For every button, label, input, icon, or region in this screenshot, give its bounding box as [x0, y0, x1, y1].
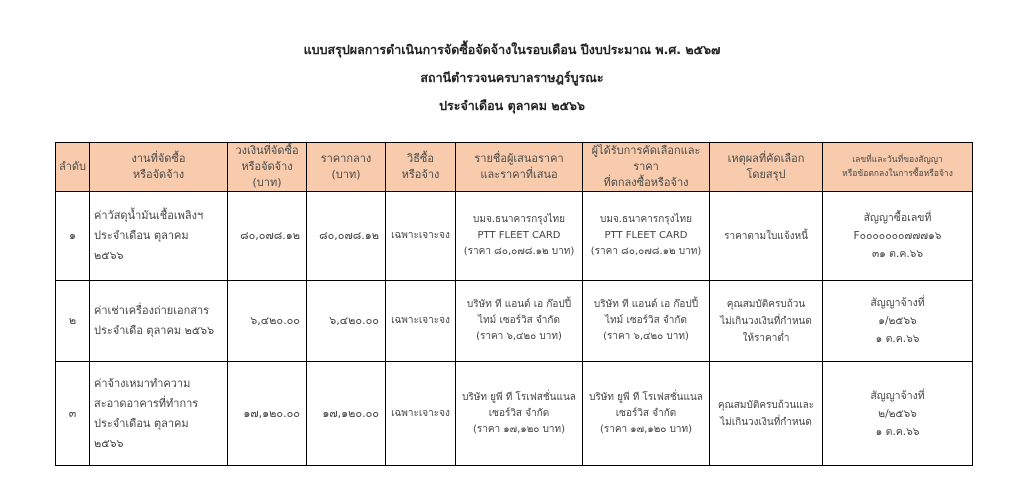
table-row — [56, 362, 973, 466]
winner-cell: บริษัท ยูพี ที โรเฟสชั่นแนล เซอร์วิส จำกัด (ราคา ๑๗,๑๒๐ บาท) — [583, 362, 710, 466]
contract-cell: สัญญาจ้างที่ ๒/๒๕๖๖ ๑ ต.ค.๖๖ — [823, 362, 973, 466]
item-cell: ค่าวัสดุน้ำมันเชื้อเพลิงฯ ประจำเดือน ตุลาคม ๒๕๖๖ — [90, 192, 228, 281]
method-cell: เฉพาะเจาะจง — [386, 281, 456, 362]
bidders-cell: บมจ.ธนาคารกรุงไทย PTT FLEET CARD (ราคา ๘๐,๐๗๘.๑๒ บาท) — [456, 192, 583, 281]
median-price-cell: ๖,๔๒๐.๐๐ — [307, 281, 386, 362]
header-reason: เหตุผลที่คัดเลือก โดยสรุป — [710, 143, 823, 192]
contract-cell: สัญญาซื้อเลขที่ F๐๐๐๐๐๐๐๗๗๗๑๖ ๓๑ ต.ค.๖๖ — [823, 192, 973, 281]
budget-cell: ๖,๔๒๐.๐๐ — [228, 281, 307, 362]
report-period: ประจำเดือน ตุลาคม ๒๕๖๖ — [439, 98, 585, 113]
header-item: งานที่จัดซื้อ หรือจัดจ้าง — [90, 143, 228, 192]
budget-cell: ๑๗,๑๒๐.๐๐ — [228, 362, 307, 466]
bidders-cell: บริษัท ยูพี ที โรเฟสชั่นแนล เซอร์วิส จำกัด (ราคา ๑๗,๑๒๐ บาท) — [456, 362, 583, 466]
report-title: แบบสรุปผลการดำเนินการจัดซื้อจัดจ้างในรอบเดือน ปีงบประมาณ พ.ศ. ๒๕๖๗ — [303, 42, 721, 57]
table-header-row — [56, 143, 973, 192]
bidders-cell: บริษัท ที แอนด์ เอ ก๊อปปี้ ไทม์ เซอร์วิส จำกัด (ราคา ๖,๔๒๐ บาท) — [456, 281, 583, 362]
row-number: ๓ — [56, 362, 90, 466]
header-median-price: ราคากลาง (บาท) — [307, 143, 386, 192]
reason-cell: คุณสมบัติครบถ้วนและ ไม่เกินวงเงินที่กำหนด — [710, 362, 823, 466]
report-titles — [0, 40, 1024, 124]
header-contract: เลขที่และวันที่ของสัญญา หรือข้อตกลงในการซื้อหรือจ้าง — [823, 143, 973, 192]
reason-cell: คุณสมบัติครบถ้วน ไม่เกินวงเงินที่กำหนด ให้ราคาต่ำ — [710, 281, 823, 362]
median-price-cell: ๑๗,๑๒๐.๐๐ — [307, 362, 386, 466]
row-number: ๑ — [56, 192, 90, 281]
header-budget: วงเงินที่จัดซื้อ หรือจัดจ้าง (บาท) — [228, 143, 307, 192]
budget-cell: ๘๐,๐๗๘.๑๒ — [228, 192, 307, 281]
table-row — [56, 281, 973, 362]
method-cell: เฉพาะเจาะจง — [386, 362, 456, 466]
header-bidders: รายชื่อผู้เสนอราคา และราคาที่เสนอ — [456, 143, 583, 192]
header-method: วิธีซื้อ หรือจ้าง — [386, 143, 456, 192]
method-cell: เฉพาะเจาะจง — [386, 192, 456, 281]
winner-cell: บมจ.ธนาคารกรุงไทย PTT FLEET CARD (ราคา ๘๐,๐๗๘.๑๒ บาท) — [583, 192, 710, 281]
table-row — [56, 192, 973, 281]
reason-cell: ราคาตามใบแจ้งหนี้ — [710, 192, 823, 281]
item-cell: ค่าจ้างเหมาทำความ สะอาดอาคารที่ทำการ ประจำเดือน ตุลาคม ๒๕๖๖ — [90, 362, 228, 466]
winner-cell: บริษัท ที แอนด์ เอ ก๊อปปี้ ไทม์ เซอร์วิส จำกัด (ราคา ๖,๔๒๐ บาท) — [583, 281, 710, 362]
contract-cell: สัญญาจ้างที่ ๑/๒๕๖๖ ๑ ต.ค.๖๖ — [823, 281, 973, 362]
row-number: ๒ — [56, 281, 90, 362]
header-no: ลำดับ — [56, 143, 90, 192]
police-station-name: สถานีตำรวจนครบาลราษฎร์บูรณะ — [420, 70, 604, 85]
procurement-summary-table — [55, 142, 973, 466]
item-cell: ค่าเช่าเครื่องถ่ายเอกสาร ประจำเดือ ตุลาคม ๒๕๖๖ — [90, 281, 228, 362]
median-price-cell: ๘๐,๐๗๘.๑๒ — [307, 192, 386, 281]
header-winner: ผู้ได้รับการคัดเลือกและราคา ที่ตกลงซื้อหรือจ้าง — [583, 143, 710, 192]
